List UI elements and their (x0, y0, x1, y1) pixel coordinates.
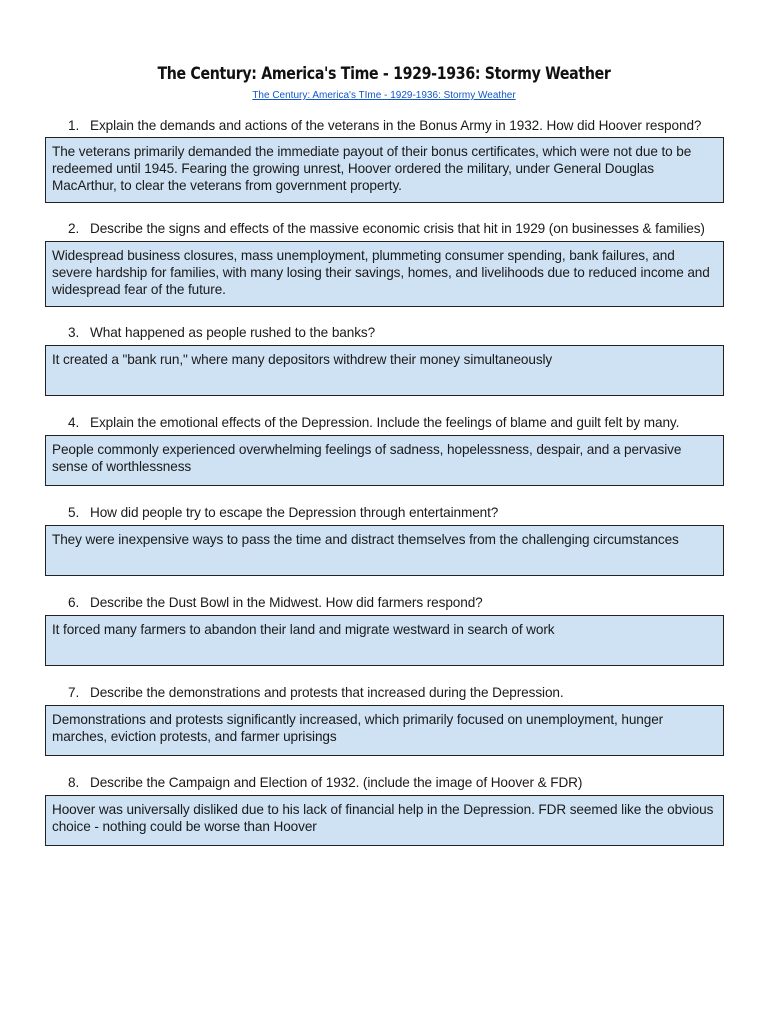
question-6 (68, 595, 483, 610)
question-7 (68, 685, 564, 700)
question-3 (68, 325, 375, 340)
video-link[interactable]: The Century: America's TIme - 1929-1936: Stormy Weather (252, 90, 516, 101)
question-number: 1. (68, 118, 80, 133)
question-4 (68, 415, 679, 430)
answer-box-7[interactable]: Demonstrations and protests significantly increased, which primarily focused on unemployment, hunger marches, eviction protests, and farmer uprisings (45, 705, 724, 756)
question-text: Explain the emotional effects of the Depression. Include the feelings of blame and guilt felt by many. (90, 415, 680, 430)
question-text: How did people try to escape the Depression through entertainment? (90, 505, 499, 520)
question-number: 8. (68, 775, 80, 790)
question-text: What happened as people rushed to the banks? (90, 325, 376, 340)
question-8 (68, 775, 582, 790)
answer-box-3[interactable]: It created a "bank run," where many depositors withdrew their money simultaneously (45, 345, 724, 396)
question-number: 2. (68, 221, 80, 236)
question-1 (68, 118, 701, 133)
answer-box-8[interactable]: Hoover was universally disliked due to his lack of financial help in the Depression. FDR seemed like the obvious choice - nothing could be worse than Hoover (45, 795, 724, 846)
question-text: Explain the demands and actions of the veterans in the Bonus Army in 1932. How did Hoover respond? (90, 118, 702, 133)
answer-box-5[interactable]: They were inexpensive ways to pass the time and distract themselves from the challenging circumstances (45, 525, 724, 576)
question-text: Describe the signs and effects of the massive economic crisis that hit in 1929 (on businesses & families) (90, 221, 705, 236)
question-text: Describe the Dust Bowl in the Midwest. How did farmers respond? (90, 595, 483, 610)
answer-box-4[interactable]: People commonly experienced overwhelming feelings of sadness, hopelessness, despair, and a pervasive sense of worthlessness (45, 435, 724, 486)
question-text: Describe the demonstrations and protests that increased during the Depression. (90, 685, 564, 700)
question-number: 7. (68, 685, 80, 700)
question-number: 5. (68, 505, 80, 520)
page-title: The Century: America's Time - 1929-1936: Stormy Weather (157, 64, 611, 83)
question-number: 4. (68, 415, 80, 430)
question-number: 3. (68, 325, 80, 340)
question-text: Describe the Campaign and Election of 1932. (include the image of Hoover & FDR) (90, 775, 583, 790)
answer-box-1[interactable]: The veterans primarily demanded the immediate payout of their bonus certificates, which were not due to be redeemed until 1945. Fearing the growing unrest, Hoover ordered the military, under General Douglas MacArthur, to clear the veterans from government property. (45, 137, 724, 203)
question-number: 6. (68, 595, 80, 610)
answer-box-2[interactable]: Widespread business closures, mass unemployment, plummeting consumer spending, bank failures, and severe hardship for families, with many losing their savings, homes, and livelihoods due to reduced income and widespread fear of the future. (45, 241, 724, 307)
question-2 (68, 221, 705, 236)
answer-box-6[interactable]: It forced many farmers to abandon their land and migrate westward in search of work (45, 615, 724, 666)
question-5 (68, 505, 498, 520)
